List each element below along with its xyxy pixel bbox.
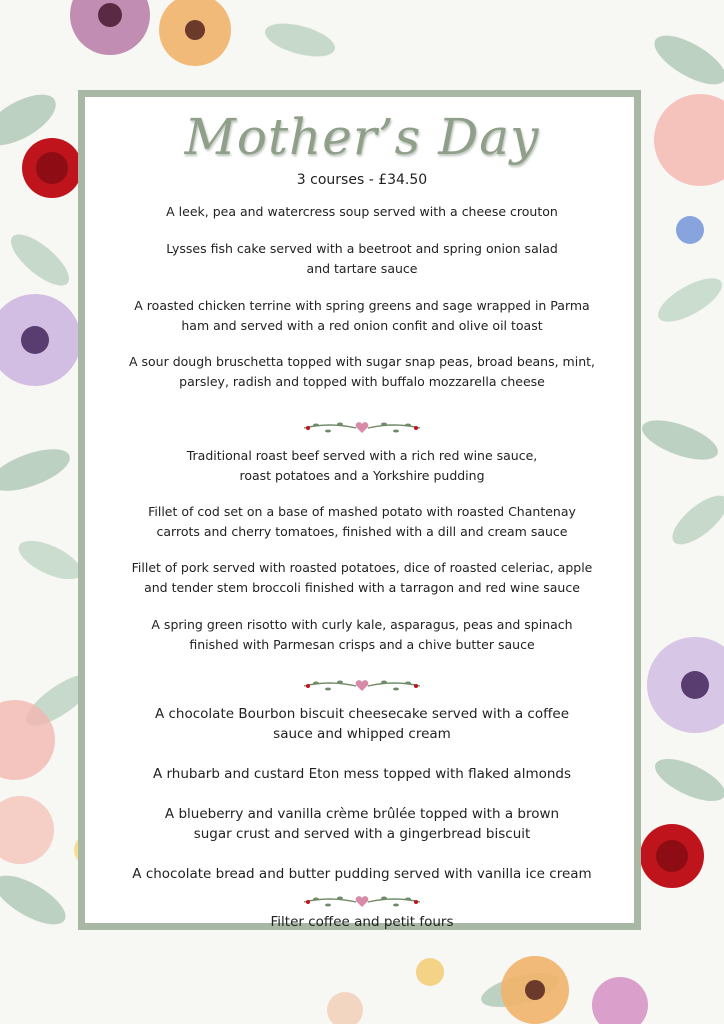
main-item: Traditional roast beef served with a rich red wine sauce, roast potatoes and a Yorkshire pudding [186,448,538,483]
main-item: Fillet of pork served with roasted potatoes, dice of roasted celeriac, apple and tender stem broccoli finished with a tarragon and red wine sauce [131,560,593,595]
dessert-item: A blueberry and vanilla crème brûlée topped with a brown sugar crust and served with a gingerbread biscuit [164,806,560,842]
dessert-item: A chocolate Bourbon biscuit cheesecake served with a coffee sauce and whipped cream [154,706,570,742]
heart-vine-divider-icon [300,418,424,438]
starter-item: A leek, pea and watercress soup served with a cheese crouton [166,204,558,219]
dessert-item: A chocolate bread and butter pudding served with vanilla ice cream [132,866,592,882]
menu-title: Mother’s Day [184,108,540,166]
heart-vine-divider-icon [300,892,424,912]
starter-item: Lysses fish cake served with a beetroot and spring onion salad and tartare sauce [166,241,558,276]
closing-line: Filter coffee and petit fours [270,914,454,930]
heart-vine-divider-icon [300,676,424,696]
dessert-item: A rhubarb and custard Eton mess topped with flaked almonds [152,766,572,782]
main-item: Fillet of cod set on a base of mashed potato with roasted Chantenay carrots and cherry tomatoes, finished with a dill and cream sauce [148,504,576,539]
starter-item: A roasted chicken terrine with spring greens and sage wrapped in Parma ham and served with a red onion confit and olive oil toast [134,298,590,333]
main-item: A spring green risotto with curly kale, asparagus, peas and spinach finished with Parmesan crisps and a chive butter sauce [151,617,573,652]
starter-item: A sour dough bruschetta topped with sugar snap peas, broad beans, mint, parsley, radish and topped with buffalo mozzarella cheese [128,354,595,389]
menu-price: 3 courses - £34.50 [296,172,428,188]
